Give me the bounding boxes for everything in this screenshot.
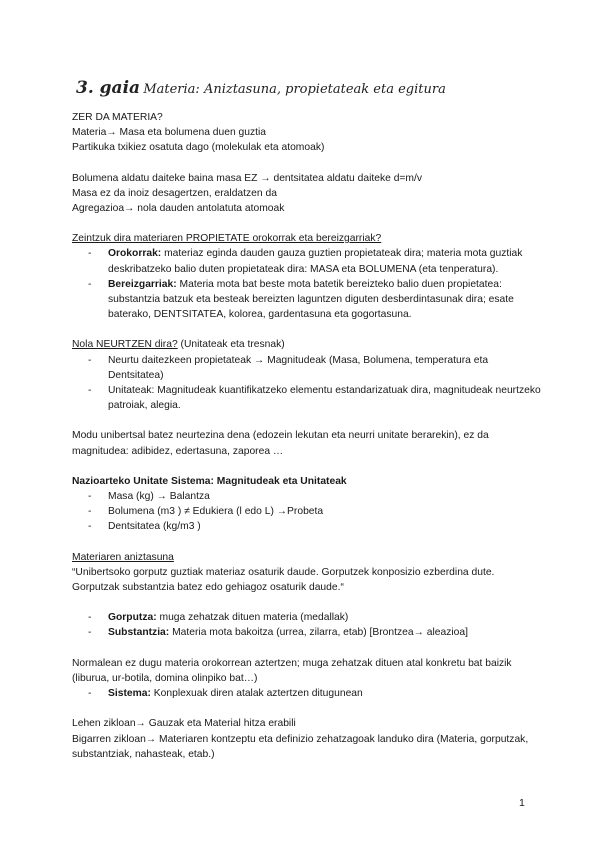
list-item: - Masa (kg) → Balantza xyxy=(108,489,542,504)
title-subtitle: Materia: Aniztasuna, propietateak eta egitura xyxy=(143,82,446,97)
cycle-line: Bigarren zikloan→ Materiaren kontzeptu eta definizio zehatzagoak landuko dira (Materia, gorputzak, substantziak, nahasteak, etab.) xyxy=(72,733,529,760)
density-line: Agregazioa→ nola dauden antolatuta atomoak xyxy=(72,203,285,215)
list-item: - Sistema: Konplexuak diren atalak aztertzen ditugunean xyxy=(108,686,542,701)
density-line: Bolumena aldatu daiteke baina masa EZ → dentsitatea aldatu daiteke d=m/v xyxy=(72,172,423,184)
measure-list xyxy=(72,353,542,414)
list-item: - Bolumena (m3 ) ≠ Edukiera (l edo L) →Probeta xyxy=(108,504,542,519)
list-item: - Unitateak: Magnitudeak kuantifikatzeko elementu estandarizatuak dira, magnitudeak neurtzeko patroiak, alegia. xyxy=(108,383,542,413)
universal-paragraph: Modu unibertsal batez neurtezina dena (edozein lekutan eta neurri unitate berarekin), ez da magnitudea: adibidez, edertasuna, zaporea … xyxy=(72,430,489,457)
intro-line: Partikuka txikiez osatuta dago (molekulak eta atomoak) xyxy=(72,142,325,154)
intro-heading: ZER DA MATERIA? xyxy=(72,112,163,123)
cycle-line: Lehen zikloan→ Gauzak eta Material hitza erabili xyxy=(72,718,296,730)
list-item: - Orokorrak: materiaz eginda dauden gauza guztien propietateak dira; materia mota guztiak deskribatzeko balio duten propietateak dira: MASA eta BOLUMENA (eta tenperatura). xyxy=(108,246,542,276)
page-number: 1 xyxy=(519,797,525,809)
si-heading: Nazioarteko Unitate Sistema: Magnitudeak eta Unitateak xyxy=(72,475,347,487)
system-list xyxy=(72,686,542,701)
list-item: - Gorputza: muga zehatzak dituen materia (medallak) xyxy=(108,610,542,625)
density-line: Masa ez da inoiz desagertzen, eraldatzen da xyxy=(72,187,277,199)
diversity-list xyxy=(72,610,542,640)
diversity-heading: Materiaren aniztasuna xyxy=(72,551,174,563)
si-list xyxy=(72,489,542,535)
diversity-quote: “Unibertsoko gorputz guztiak materiaz osaturik daude. Gorputzek konposizio ezberdina dute. Gorputzak substantzia batez edo gehiagoz osaturik daude.“ xyxy=(72,566,495,594)
page-title xyxy=(76,78,542,100)
list-item: - Dentsitatea (kg/m3 ) xyxy=(108,519,542,534)
properties-heading: Zeintzuk dira materiaren PROPIETATE orokorrak eta bereizgarriak? xyxy=(72,233,382,245)
normal-paragraph: Normalean ez dugu materia orokorrean aztertzen; muga zehatzak dituen atal konkretu bat baizik (liburua, ur-botila, domina olinpiko bat…) xyxy=(72,657,512,684)
list-item: - Substantzia: Materia mota bakoitza (urrea, zilarra, etab) [Brontzea→ aleazioa] xyxy=(108,625,542,640)
measure-heading: Nola NEURTZEN dira? (Unitateak eta tresnak) xyxy=(72,339,285,351)
properties-list xyxy=(72,246,542,322)
intro-line: Materia→ Masa eta bolumena duen guztia xyxy=(72,127,267,139)
document-page xyxy=(72,78,542,762)
title-number: 3. gaia xyxy=(76,78,141,98)
list-item: - Neurtu daitezkeen propietateak → Magnitudeak (Masa, Bolumena, temperatura eta Dentsitatea) xyxy=(108,353,542,383)
list-item: - Bereizgarriak: Materia mota bat beste mota batetik bereizteko balio duen propietatea: substantzia batzuk eta besteak bereizten laguntzen diguten desberdintasunak dira; esate baterako, DENTSITATEA, kolorea, gardentasuna eta gogortasuna. xyxy=(108,277,542,323)
